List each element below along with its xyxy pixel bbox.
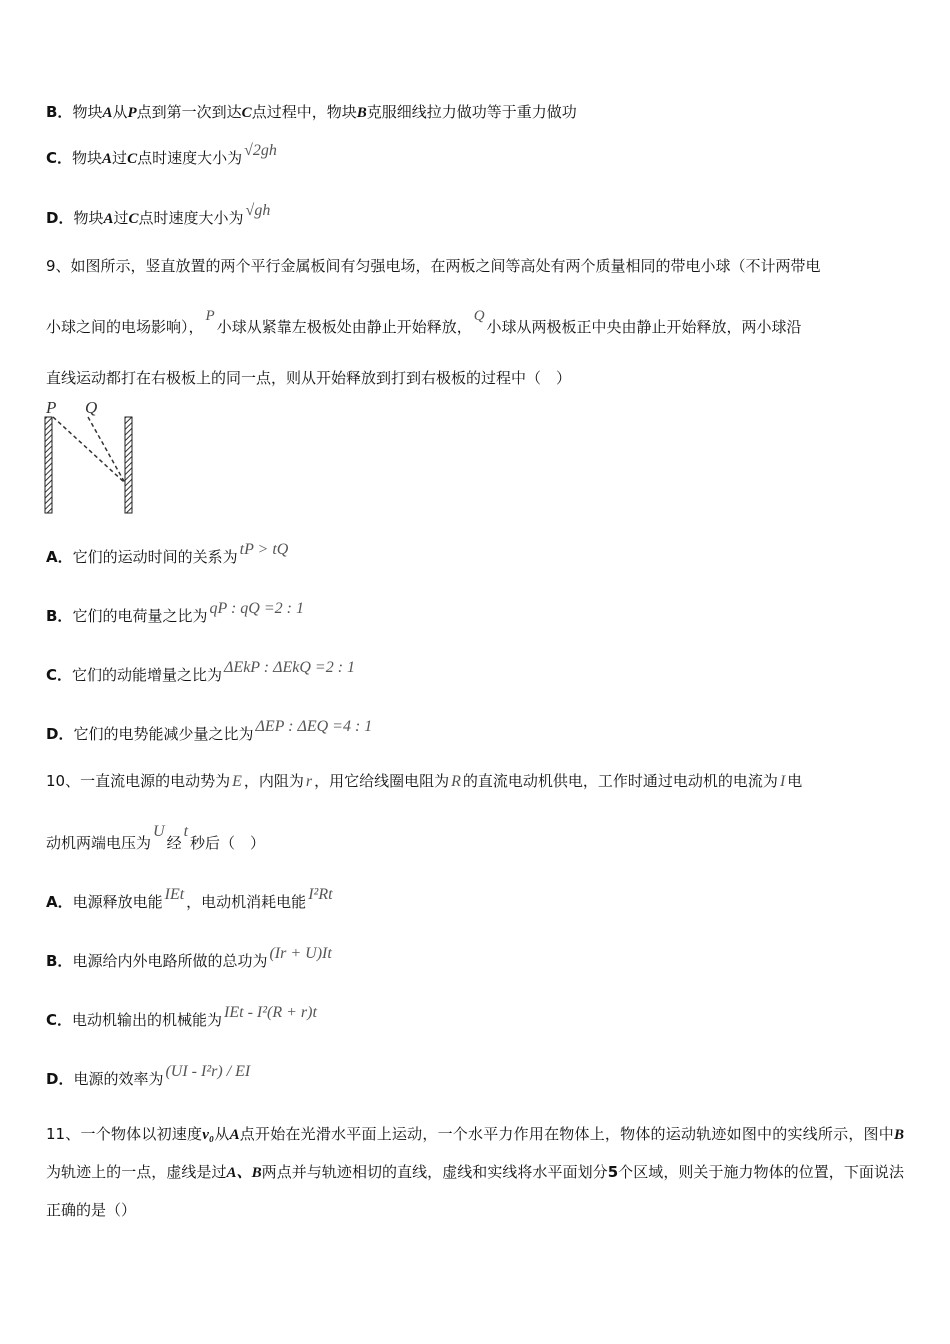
q9-option-a: A．它们的运动时间的关系为 tP > tQ [46, 541, 289, 566]
formula: qP : qQ =2 : 1 [209, 600, 304, 617]
formula: (Ir + U)It [269, 945, 332, 962]
formula: ΔEP : ΔEQ =4 : 1 [255, 718, 373, 735]
formula: tP > tQ [239, 541, 289, 558]
q9-stem-line-3: 直线运动都打在右极板上的同一点，则从开始释放到打到右极板的过程中（ ） [46, 369, 572, 387]
option-label: C． [46, 1011, 73, 1029]
left-plate [45, 417, 52, 513]
formula: √gh [245, 202, 271, 219]
q10-stem-line-1: 10、一直流电源的电动势为 E ，内阻为 r ，用它给线圈电阻为 R 的直流电动机供电，工作时通过电动机的电流为 I 电 [46, 772, 803, 790]
p-path-dashed [53, 417, 125, 483]
q10-option-a: A．电源释放电能 IEt ，电动机消耗电能 I²Rt [46, 886, 333, 911]
option-label: A． [46, 893, 73, 911]
formula: (UI - I²r) / EI [165, 1063, 251, 1080]
option-label: C． [46, 666, 73, 684]
parallel-plates-figure [40, 395, 140, 517]
q-path-dashed [88, 417, 125, 483]
formula: IEt [164, 886, 185, 903]
q9-option-d: D．它们的电势能减少量之比为 ΔEP : ΔEQ =4 : 1 [46, 718, 373, 743]
formula: √2gh [244, 142, 277, 159]
figure-label-p: P [46, 398, 57, 417]
formula: I²Rt [308, 886, 333, 903]
q9-option-b: B．它们的电荷量之比为 qP : qQ =2 : 1 [46, 600, 304, 625]
q8-option-c: C．物块A过C点时速度大小为 √2gh [46, 142, 277, 167]
q10-stem-line-2: 动机两端电压为U经t秒后（ ） [46, 823, 266, 852]
q9-stem-line-2: 小球之间的电场影响），P小球从紧靠左极板处由静止开始释放，Q小球从两极板正中央由静止开始释放，两小球沿 [46, 308, 802, 336]
option-label: D． [46, 725, 74, 743]
q9-stem-line-1: 9、如图所示，竖直放置的两个平行金属板间有匀强电场，在两板之间等高处有两个质量相同的带电小球（不计两带电 [46, 257, 821, 275]
q11-stem: 11、一个物体以初速度v₀从A点开始在光滑水平面上运动，一个水平力作用在物体上，物体的运动轨迹如图中的实线所示，图中B为轨迹上的一点，虚线是过A、B两点并与轨迹相切的直线，虚线和实线将水平面划分5个区域，则关于施力物体的位置，下面说法正确的是（） [46, 1125, 904, 1219]
q9-option-c: C．它们的动能增量之比为 ΔEkP : ΔEkQ =2 : 1 [46, 659, 356, 684]
option-label: B． [46, 103, 73, 121]
option-label: B． [46, 952, 73, 970]
option-label: C． [46, 149, 73, 167]
option-label: D． [46, 209, 74, 227]
option-label: B． [46, 607, 73, 625]
option-label: A． [46, 548, 73, 566]
formula: ΔEkP : ΔEkQ =2 : 1 [224, 659, 356, 676]
formula: IEt - I²(R + r)t [224, 1004, 317, 1021]
q8-option-d: D．物块A过C点时速度大小为 √gh [46, 202, 271, 227]
option-label: D． [46, 1070, 74, 1088]
q10-option-b: B．电源给内外电路所做的总功为 (Ir + U)It [46, 945, 332, 970]
figure-label-q: Q [85, 398, 98, 417]
q8-option-b: B．物块A从P点到第一次到达C点过程中，物块B克服细线拉力做功等于重力做功 [46, 103, 577, 121]
right-plate [125, 417, 132, 513]
q10-option-c: C．电动机输出的机械能为 IEt - I²(R + r)t [46, 1004, 317, 1029]
q10-option-d: D．电源的效率为 (UI - I²r) / EI [46, 1063, 251, 1088]
